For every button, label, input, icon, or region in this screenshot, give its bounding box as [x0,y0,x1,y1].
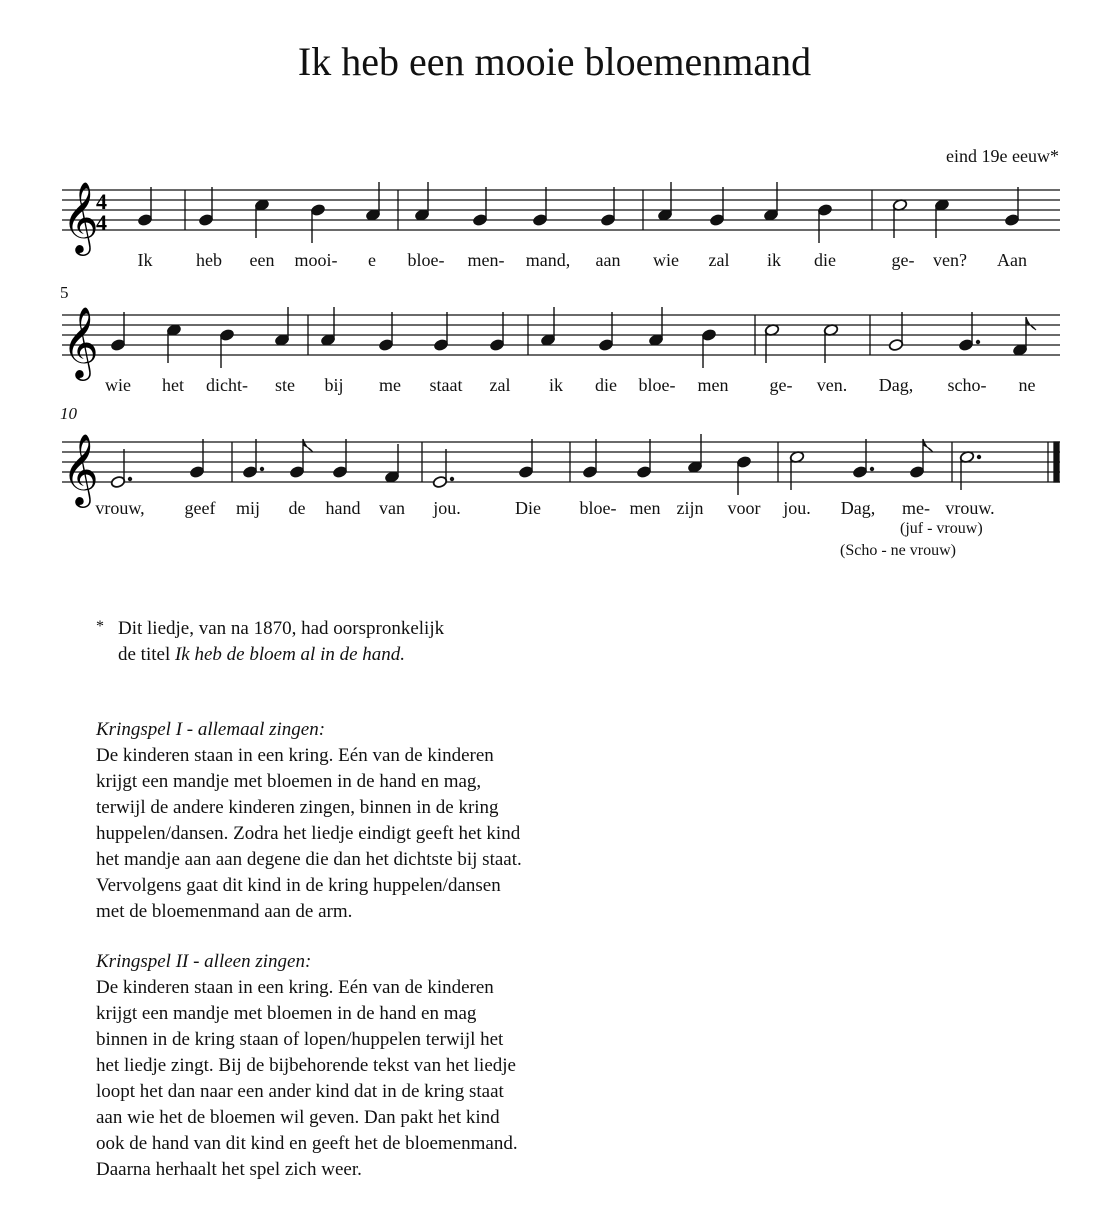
lyric-syllable: men [697,375,729,395]
note [657,182,672,222]
lyric-syllable: ik [766,250,782,270]
lyric-syllable: ste [275,375,295,395]
kringspel-2-line: krijgt een mandje met bloemen in de hand en mag [96,1003,477,1024]
lyric-syllable: mij [235,498,261,518]
lyric-syllable: bloe- [407,250,445,270]
lyric-syllable: me- [902,498,930,518]
treble-clef-icon: 𝄞 [62,305,99,378]
lyric-syllable: die [595,375,617,395]
lyric-syllable: Aan [997,250,1027,270]
note [365,182,380,222]
lyric-syllable: geef [184,498,216,518]
time-signature-numerator: 4 [96,189,107,214]
lyric-syllable: heb [196,250,222,270]
lyric-syllable: bloe- [579,498,617,518]
lyric-syllable: ik [548,375,564,395]
note [709,187,724,227]
note [687,434,702,474]
note [489,312,504,352]
note [198,187,213,227]
lyric-syllable: jou. [433,498,461,518]
lyric-syllable: wie [653,250,679,270]
note [598,312,613,352]
note [137,187,152,227]
note [823,323,838,363]
lyric-syllable: de [288,498,306,518]
note [600,187,615,227]
lyric-syllable: ven? [933,250,967,270]
system-number: 10 [60,404,77,423]
lyric-syllable: men [629,498,661,518]
note [959,450,981,490]
system-number: 5 [60,283,69,302]
note [310,203,325,243]
lyric-syllable: me [379,375,401,395]
note [219,328,234,368]
footnote-line-1: Dit liedje, van na 1870, had oorspronkelijk [118,618,445,639]
lyric-syllable: scho- [947,375,987,395]
kringspel-1-line: Vervolgens gaat dit kind in de kring huppelen/dansen [96,875,501,896]
note [518,439,533,479]
lyric-syllable: zal [489,375,511,395]
kringspel-2-title: Kringspel II - alleen zingen: [96,951,312,972]
kringspel-2-line: ook de hand van dit kind en geeft het de bloemenmand. [96,1133,518,1154]
kringspel-2-line: Daarna herhaalt het spel zich weer. [96,1159,362,1180]
note [110,312,125,352]
lyrics-line-1 [0,250,1109,274]
lyric-syllable: het [162,375,184,395]
lyrics-line-3 [0,498,1109,522]
lyric-syllable: e [368,250,376,270]
note [166,323,181,363]
note [189,439,204,479]
note [332,439,347,479]
lyric-syllable: Dag, [840,498,876,518]
attribution: eind 19e eeuw* [946,146,1059,166]
lyric-syllable: vrouw. [945,498,995,518]
note [378,312,393,352]
note [540,307,555,347]
note [736,455,751,495]
kringspel-2 [96,949,656,1183]
footnote-line-2 [118,642,444,668]
lyric-syllable: voor [727,498,761,518]
kringspel-1-line: De kinderen staan in een kring. Eén van de kinderen [96,745,494,766]
note [636,439,651,479]
note [817,203,832,243]
final-barline-thick [1054,442,1059,482]
note [888,312,903,352]
lyric-syllable: bij [324,375,344,395]
lyric-syllable: mand, [525,250,571,270]
song-title: Ik heb een mooie bloemenmand [297,39,812,84]
kringspel-2-line: aan wie het de bloemen wil geven. Dan pakt het kind [96,1107,500,1128]
note [1004,187,1019,227]
note [1012,317,1036,357]
lyric-syllable: ven. [816,375,848,395]
lyric-syllable: mooi- [294,250,338,270]
lyric-syllable: aan [595,250,621,270]
kringspel-1-line: het mandje aan aan degene die dan het dichtste bij staat. [96,849,522,870]
lyric-syllable: ge- [891,250,915,270]
lyric-syllable: wie [105,375,131,395]
note [763,182,778,222]
lyric-syllable: van [379,498,405,518]
alt-lyrics-1: (juf - vrouw) [900,520,983,537]
note [254,198,269,238]
note [384,444,399,484]
time-signature-denominator: 4 [96,210,107,235]
kringspel-2-line: De kinderen staan in een kring. Eén van de kinderen [96,977,494,998]
lyric-syllable: een [249,250,275,270]
kringspel-1-title: Kringspel I - allemaal zingen: [96,719,326,740]
lyric-syllable: jou. [783,498,811,518]
note [472,187,487,227]
lyric-syllable: bloe- [638,375,676,395]
treble-clef-icon: 𝄞 [62,180,99,253]
lyric-syllable: Ik [137,250,153,270]
lyric-syllable: ne [1018,375,1036,395]
lyric-syllable: hand [325,498,361,518]
lyric-syllable: Dag, [878,375,914,395]
kringspel-2-line: loopt het dan naar een ander kind dat in de kring staat [96,1081,504,1102]
lyric-syllable: die [814,250,836,270]
lyric-syllable: Die [515,498,541,518]
lyric-syllable: dicht- [206,375,248,395]
note [892,198,907,238]
lyric-syllable: zijn [676,498,704,518]
note [274,307,289,347]
note [320,307,335,347]
lyrics-line-2 [0,375,1109,399]
kringspel-2-line: binnen in de kring staan of lopen/huppelen terwijl het [96,1029,504,1050]
kringspel-1-line: met de bloemenmand aan de arm. [96,901,353,922]
kringspel-1-line: krijgt een mandje met bloemen in de hand en mag, [96,771,482,792]
kringspel-1 [96,717,656,925]
kringspel-1-line: huppelen/dansen. Zodra het liedje eindigt geeft het kind [96,823,521,844]
lyric-syllable: zal [708,250,730,270]
note [789,450,804,490]
footnote [96,616,444,668]
footnote-marker: * [96,618,104,635]
lyric-syllable: staat [429,375,463,395]
lyric-syllable: vrouw, [95,498,145,518]
note [764,323,779,363]
note [582,439,597,479]
kringspel-1-line: terwijl de andere kinderen zingen, binnen in de kring [96,797,499,818]
original-title: Ik heb de bloem al in de hand. [174,644,406,665]
treble-clef-icon: 𝄞 [62,432,99,505]
note [934,198,949,238]
lyric-syllable: men- [467,250,505,270]
note [648,307,663,347]
note [701,328,716,368]
footnote-prefix: de titel [118,644,171,665]
alt-lyrics-2: (Scho - ne vrouw) [840,542,956,559]
kringspel-2-line: het liedje zingt. Bij de bijbehorende tekst van het liedje [96,1055,516,1076]
note [532,187,547,227]
note [433,312,448,352]
note [414,182,429,222]
lyric-syllable: ge- [769,375,793,395]
